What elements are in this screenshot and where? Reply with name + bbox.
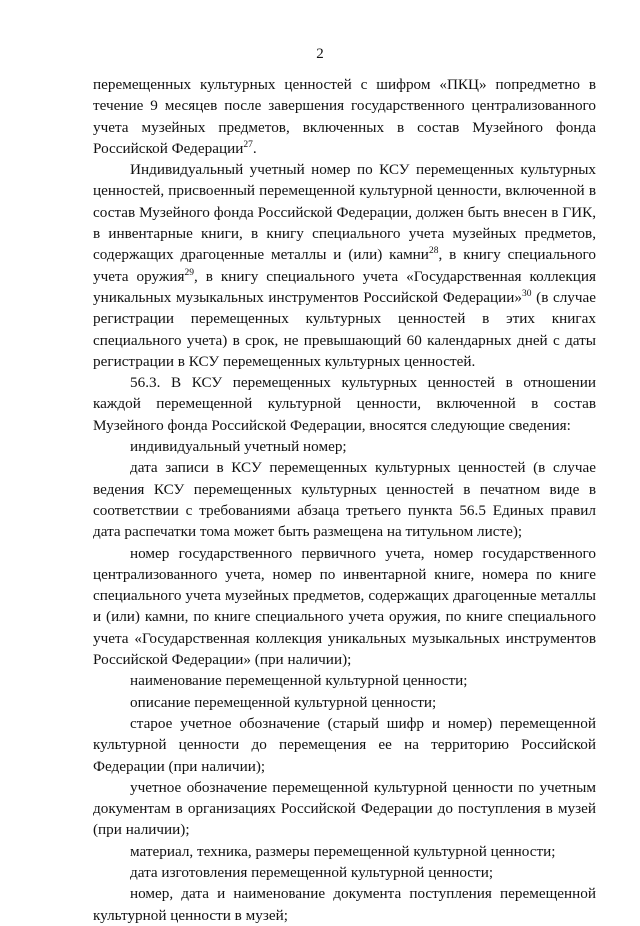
- footnote-ref-29: 29: [184, 267, 194, 278]
- paragraph-continuation: перемещенных культурных ценностей с шифром «ПКЦ» попредметно в течение 9 месяцев после завершения государственного централизованного учета музейных предметов, включенных в состав Музейного фонда Российской Федерации$^{27}$.: [93, 76, 596, 157]
- page-number: 2: [316, 46, 324, 62]
- list-item-material: материал, техника, размеры перемещенной культурной ценности;: [130, 842, 556, 860]
- list-item-name: наименование перемещенной культурной ценности;: [130, 672, 468, 690]
- footnote-ref-30: 30: [522, 288, 532, 299]
- list-item-individual-number: индивидуальный учетный номер;: [130, 438, 347, 456]
- list-item-accounting-designation: учетное обозначение перемещенной культурной ценности по учетным документам в организациях Российской Федерации до поступления в музей (при наличии);: [93, 778, 596, 839]
- document-body: [93, 74, 596, 926]
- paragraph-56-3: 56.3. В КСУ перемещенных культурных ценностей в отношении каждой перемещенной культурной ценности, включенной в состав Музейного фонда Российской Федерации, вносятся следующие сведения:: [93, 374, 596, 434]
- list-item-receipt-document: номер, дата и наименование документа поступления перемещенной культурной ценности в музей;: [93, 885, 596, 924]
- list-item-old-designation: старое учетное обозначение (старый шифр и номер) перемещенной культурной ценности до перемещения ее на территорию Российской Федерации (при наличии);: [93, 714, 596, 775]
- list-item-description: описание перемещенной культурной ценности;: [130, 693, 437, 711]
- footnote-ref-28: 28: [428, 246, 439, 257]
- list-item-manufacture-date: дата изготовления перемещенной культурной ценности;: [130, 863, 494, 881]
- footnote-ref-27: 27: [243, 139, 253, 150]
- paragraph-individual-number: Индивидуальный учетный номер по КСУ перемещенных культурных ценностей, присвоенный перемещенной культурной ценности, включенной в состав Музейного фонда Российской Федерации, должен быть внесен в ГИК, в инвентарные книги, в книгу специального учета музейных предметов, содержащих драгоценные металлы и (или) камни$^{28}$, в книгу специального учета оружия$^{29}$, в книгу специального учета «Государственная коллекция уникальных музыкальных инструментов Российской Федерации»$^{30}$ (в случае регистрации перемещенных культурных ценностей в этих книгах специального учета) в срок, не превышающий 60 календарных дней с даты регистрации в КСУ перемещенных культурных ценностей.: [93, 161, 596, 370]
- list-item-registration-numbers: номер государственного первичного учета, номер государственного централизованного учета, номер по инвентарной книге, номера по книге специального учета музейных предметов, содержащих драгоценные металлы и (или) камни, по книге специального учета оружия, по книге специального учета «Государственная коллекция уникальных музыкальных инструментов Российской Федерации» (при наличии);: [93, 544, 596, 669]
- list-item-record-date: дата записи в КСУ перемещенных культурных ценностей (в случае ведения КСУ перемещенных культурных ценностей в печатном виде в соответствии с требованиями абзаца третьего пункта 56.5 Единых правил дата распечатки тома может быть размещена на титульном листе);: [93, 459, 596, 541]
